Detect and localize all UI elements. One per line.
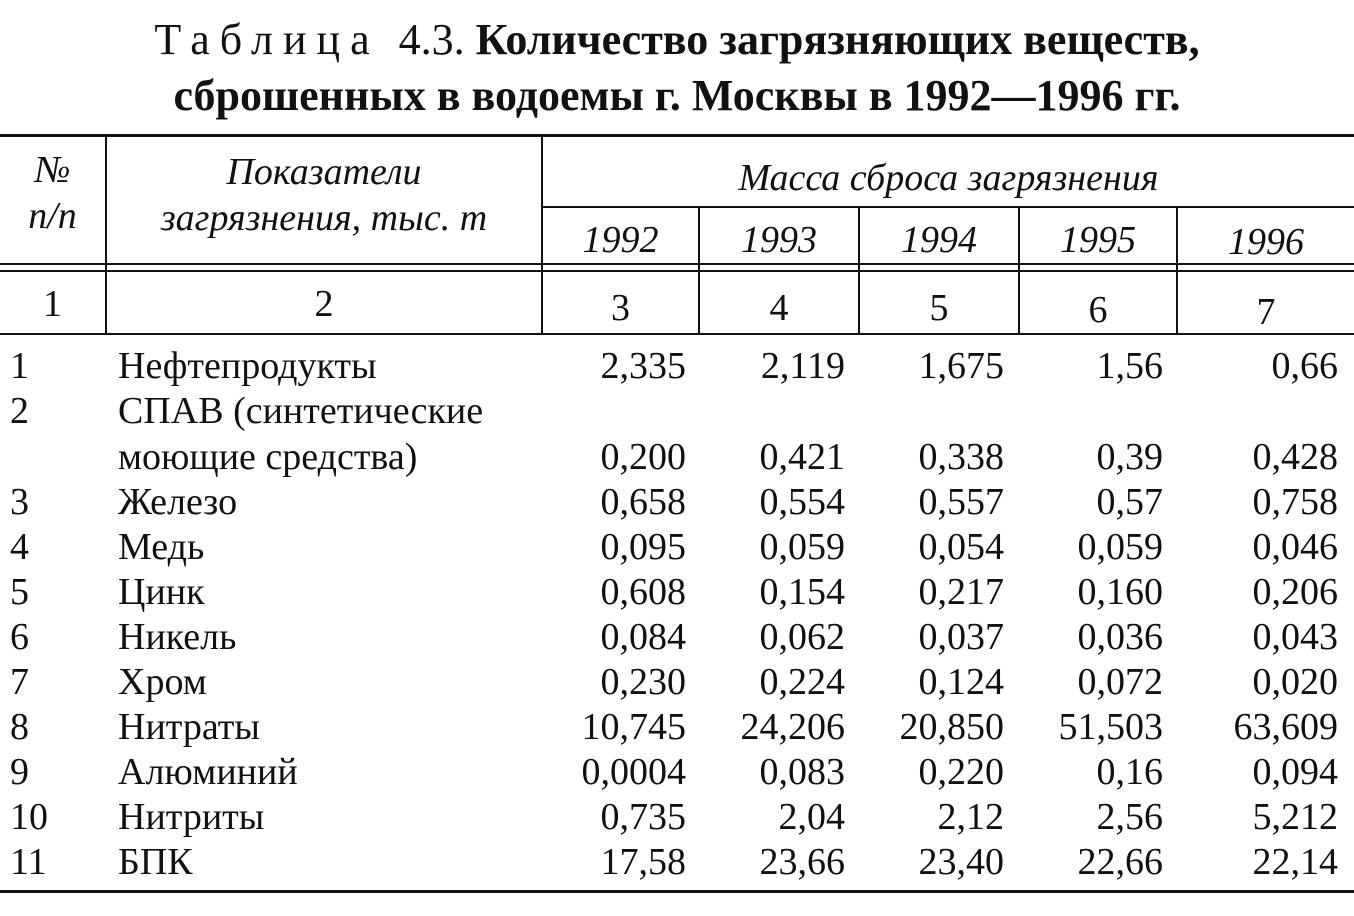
header-year-1996: 1996 [1228,221,1304,263]
header-indicator-line-1: Показатели [226,151,422,193]
row-value-1993: 24,206 [740,706,845,748]
row-value-1995: 51,503 [1058,706,1163,748]
row-value-1992: 2,335 [600,345,686,387]
row-indicator-name: Хром [118,661,207,703]
row-indicator-name: Цинк [118,571,205,613]
row-value-1995: 0,39 [1096,436,1163,478]
table-row [0,389,1354,433]
row-value-1995: 0,036 [1077,616,1163,658]
row-indicator-name: Нитраты [118,706,260,748]
table-row [0,660,1354,704]
row-value-1996: 0,043 [1252,616,1338,658]
row-indicator-name: Алюминий [118,751,298,793]
row-value-1993: 0,062 [759,616,845,658]
row-value-1993: 0,083 [759,751,845,793]
table-caption-line-1 [0,14,1354,66]
row-value-1994: 0,124 [918,661,1004,703]
table-row [0,480,1354,524]
row-value-1992: 0,084 [600,616,686,658]
row-value-1996: 63,609 [1233,706,1338,748]
table-row [0,615,1354,659]
row-value-1995: 0,072 [1077,661,1163,703]
table-row [0,435,1354,479]
row-value-1996: 0,046 [1252,526,1338,568]
table-caption-title-2: сброшенных в водоемы г. Москвы в 1992—1996 гг. [173,71,1181,120]
row-number: 3 [10,481,29,523]
table-row [0,525,1354,569]
row-value-1994: 20,850 [899,706,1004,748]
row-value-1994: 0,037 [918,616,1004,658]
row-number: 7 [10,661,29,703]
row-value-1996: 0,020 [1252,661,1338,703]
table-row [0,840,1354,884]
row-number: 8 [10,706,29,748]
table-row [0,795,1354,839]
table-bottom-rule [0,890,1354,893]
row-value-1996: 0,66 [1271,345,1338,387]
row-value-1995: 0,57 [1096,481,1163,523]
row-value-1992: 0,230 [600,661,686,703]
table-top-rule [0,134,1354,137]
row-value-1996: 5,212 [1252,796,1338,838]
row-number: 11 [10,841,47,883]
column-number-5: 5 [929,287,949,329]
row-value-1994: 23,40 [918,841,1004,883]
header-year-1994: 1994 [901,219,977,261]
row-indicator-name: моющие средства) [118,436,418,478]
group-header-rule [542,206,1354,208]
header-double-rule-a [0,263,1354,265]
row-value-1992: 0,608 [600,571,686,613]
row-value-1996: 0,094 [1252,751,1338,793]
row-value-1993: 0,421 [759,436,845,478]
row-value-1996: 22,14 [1252,841,1338,883]
column-number-2: 2 [314,283,334,325]
row-value-1992: 0,735 [600,796,686,838]
header-no-line-1: № [34,149,71,191]
column-number-1: 1 [43,283,62,325]
row-value-1993: 0,224 [759,661,845,703]
row-value-1994: 0,338 [918,436,1004,478]
header-no-line-2: п/п [28,195,77,237]
row-value-1995: 0,059 [1077,526,1163,568]
row-value-1993: 23,66 [759,841,845,883]
row-number: 10 [10,796,48,838]
row-number: 1 [10,345,29,387]
row-value-1994: 0,217 [918,571,1004,613]
row-value-1994: 0,054 [918,526,1004,568]
row-value-1992: 0,658 [600,481,686,523]
row-value-1996: 0,428 [1252,436,1338,478]
header-indicator-line-2: загрязнения, тыс. т [160,197,488,239]
row-value-1995: 22,66 [1077,841,1163,883]
header-year-1995: 1995 [1060,219,1136,261]
row-indicator-name: Медь [118,526,205,568]
row-number: 2 [10,390,29,432]
row-value-1994: 0,220 [918,751,1004,793]
row-value-1993: 0,059 [759,526,845,568]
row-value-1995: 0,160 [1077,571,1163,613]
column-number-3: 3 [611,287,630,329]
row-value-1993: 2,04 [778,796,845,838]
table-caption-number: 4.3. [398,15,465,64]
row-value-1994: 2,12 [937,796,1004,838]
row-number: 9 [10,751,29,793]
row-value-1995: 2,56 [1096,796,1163,838]
header-group: Масса сброса загрязнения [738,157,1159,199]
column-number-6: 6 [1088,289,1108,331]
row-indicator-name: Железо [118,481,238,523]
row-value-1993: 0,154 [759,571,845,613]
row-value-1995: 0,16 [1096,751,1163,793]
row-number: 4 [10,526,29,568]
row-value-1992: 0,095 [600,526,686,568]
table-row [0,750,1354,794]
header-year-1992: 1992 [582,219,659,261]
column-number-7: 7 [1256,291,1276,333]
row-value-1996: 0,758 [1252,481,1338,523]
header-double-rule-b [0,270,1354,272]
table-caption-prefix: Таблица [154,15,380,64]
row-value-1992: 0,0004 [581,751,686,793]
row-value-1992: 0,200 [600,436,686,478]
row-indicator-name: СПАВ (синтетические [118,390,484,432]
table-row [0,344,1354,388]
row-value-1996: 0,206 [1252,571,1338,613]
table-caption-title-1: Количество загрязняющих веществ, [475,15,1200,64]
row-value-1994: 0,557 [918,481,1004,523]
column-number-4: 4 [769,287,789,329]
row-indicator-name: Нефтепродукты [118,345,377,387]
table-row [0,570,1354,614]
row-number: 5 [10,571,29,613]
row-value-1995: 1,56 [1096,345,1163,387]
row-number: 6 [10,616,29,658]
row-indicator-name: Никель [118,616,237,658]
header-year-1993: 1993 [741,219,817,261]
row-value-1994: 1,675 [918,345,1004,387]
row-value-1993: 2,119 [760,345,845,387]
table-row [0,705,1354,749]
row-value-1993: 0,554 [759,481,845,523]
row-value-1992: 17,58 [600,841,686,883]
table-caption-line-2 [0,70,1354,122]
row-value-1992: 10,745 [581,706,686,748]
row-indicator-name: БПК [118,841,193,883]
row-indicator-name: Нитриты [118,796,265,838]
column-number-rule [0,333,1354,335]
